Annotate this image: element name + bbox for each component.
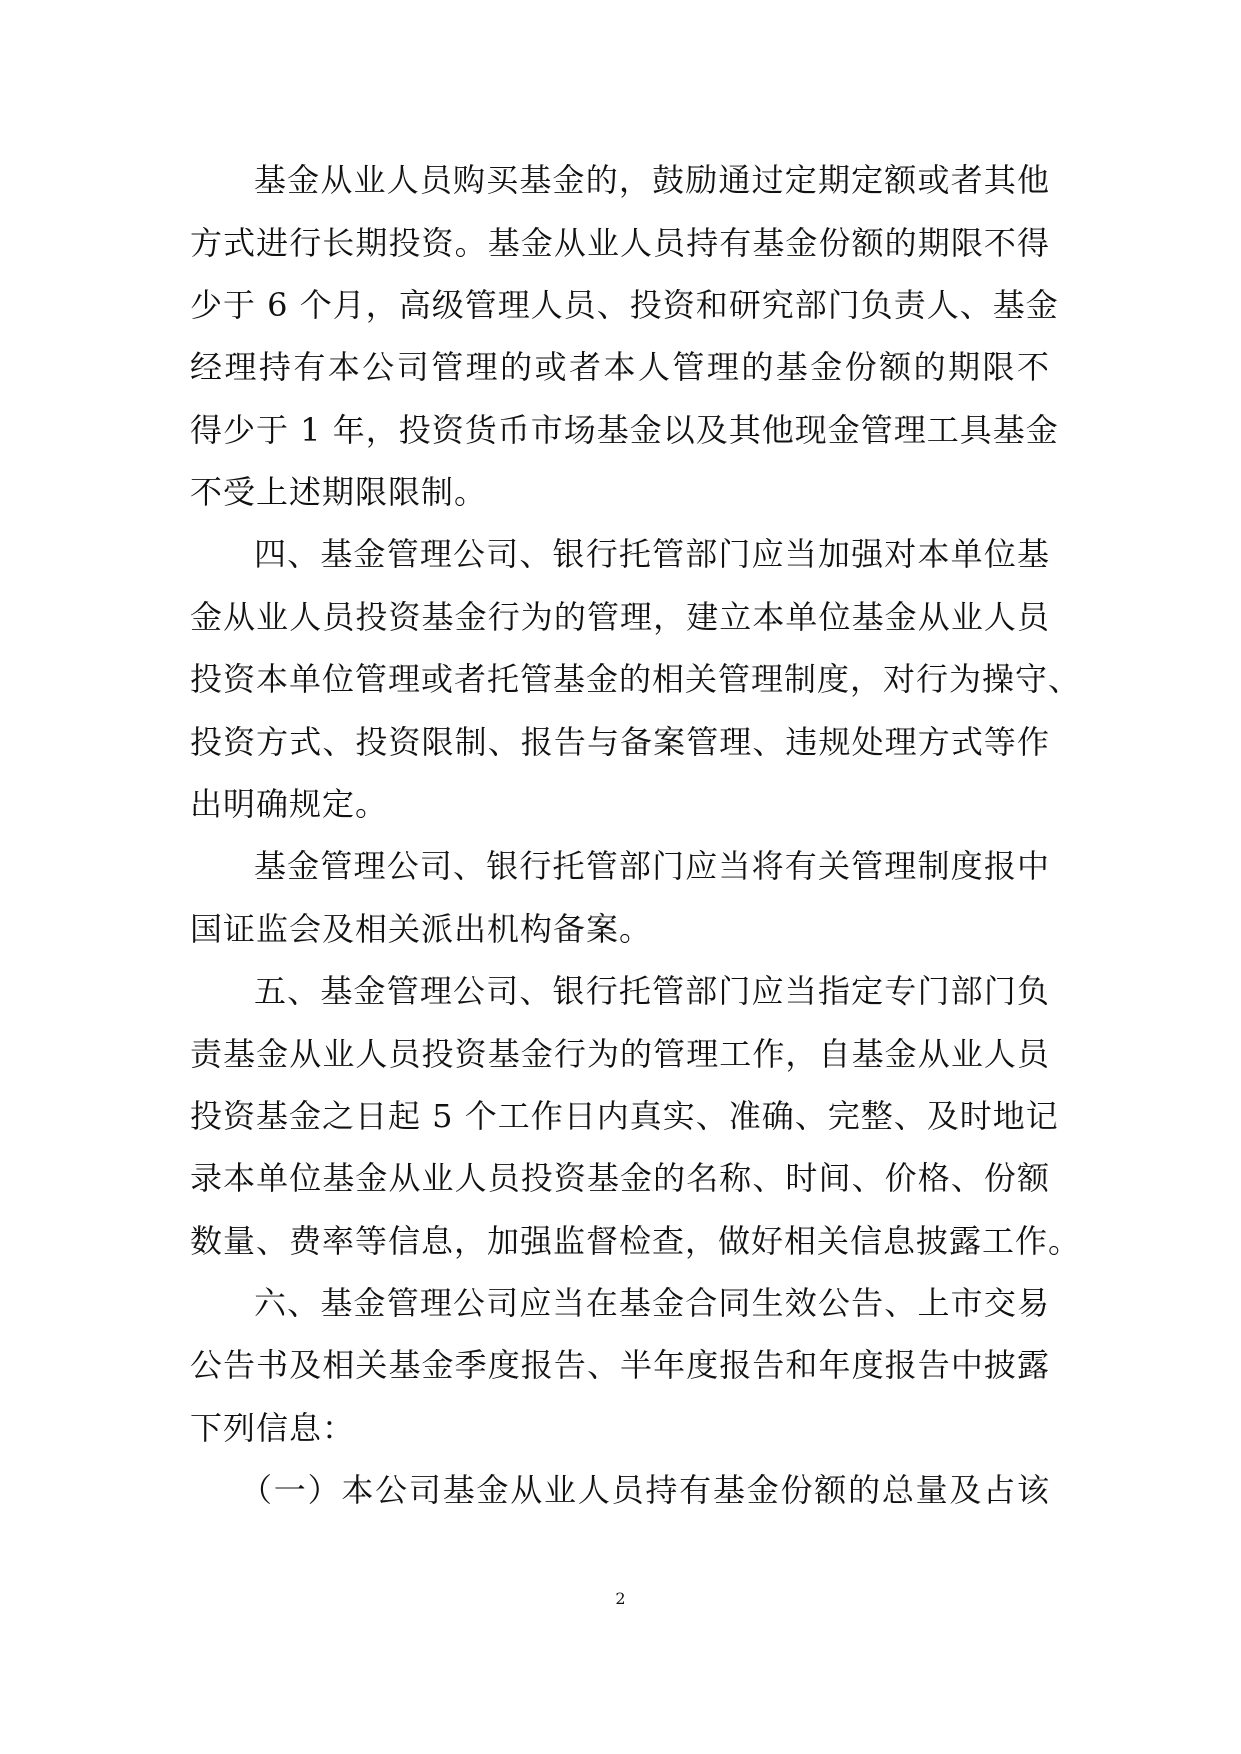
text-line: 五、基金管理公司、银行托管部门应当指定专门部门负 [254, 972, 1050, 1010]
text-line: 投资基金之日起 5 个工作日内真实、准确、完整、及时地记 [190, 1097, 1059, 1135]
text-line: 基金管理公司、银行托管部门应当将有关管理制度报中 [254, 847, 1050, 885]
text-line: 六、基金管理公司应当在基金合同生效公告、上市交易 [254, 1284, 1050, 1322]
text-line: 国证监会及相关派出机构备案。 [190, 910, 653, 948]
text-line: 少于 6 个月，高级管理人员、投资和研究部门负责人、基金 [190, 286, 1059, 324]
text-line: 基金从业人员购买基金的，鼓励通过定期定额或者其他 [254, 161, 1050, 199]
text-line: 投资本单位管理或者托管基金的相关管理制度，对行为操守、 [190, 660, 1082, 698]
text-line: （一）本公司基金从业人员持有基金份额的总量及占该 [240, 1471, 1050, 1509]
text-line: 公告书及相关基金季度报告、半年度报告和年度报告中披露 [190, 1346, 1050, 1384]
text-line: 录本单位基金从业人员投资基金的名称、时间、价格、份额 [190, 1159, 1050, 1197]
page-number: 2 [615, 1589, 626, 1608]
text-line: 金从业人员投资基金行为的管理，建立本单位基金从业人员 [190, 598, 1050, 636]
text-line: 投资方式、投资限制、报告与备案管理、违规处理方式等作 [190, 723, 1050, 761]
text-line: 得少于 1 年，投资货币市场基金以及其他现金管理工具基金 [190, 411, 1059, 449]
text-line: 责基金从业人员投资基金行为的管理工作，自基金从业人员 [190, 1035, 1050, 1073]
text-line: 方式进行长期投资。基金从业人员持有基金份额的期限不得 [190, 224, 1050, 262]
text-line: 数量、费率等信息，加强监督检查，做好相关信息披露工作。 [190, 1222, 1082, 1260]
text-line: 出明确规定。 [190, 785, 389, 823]
text-line: 不受上述期限限制。 [190, 473, 488, 511]
text-line: 四、基金管理公司、银行托管部门应当加强对本单位基 [254, 535, 1050, 573]
text-line: 经理持有本公司管理的或者本人管理的基金份额的期限不 [190, 348, 1050, 386]
text-line: 下列信息： [190, 1409, 356, 1447]
